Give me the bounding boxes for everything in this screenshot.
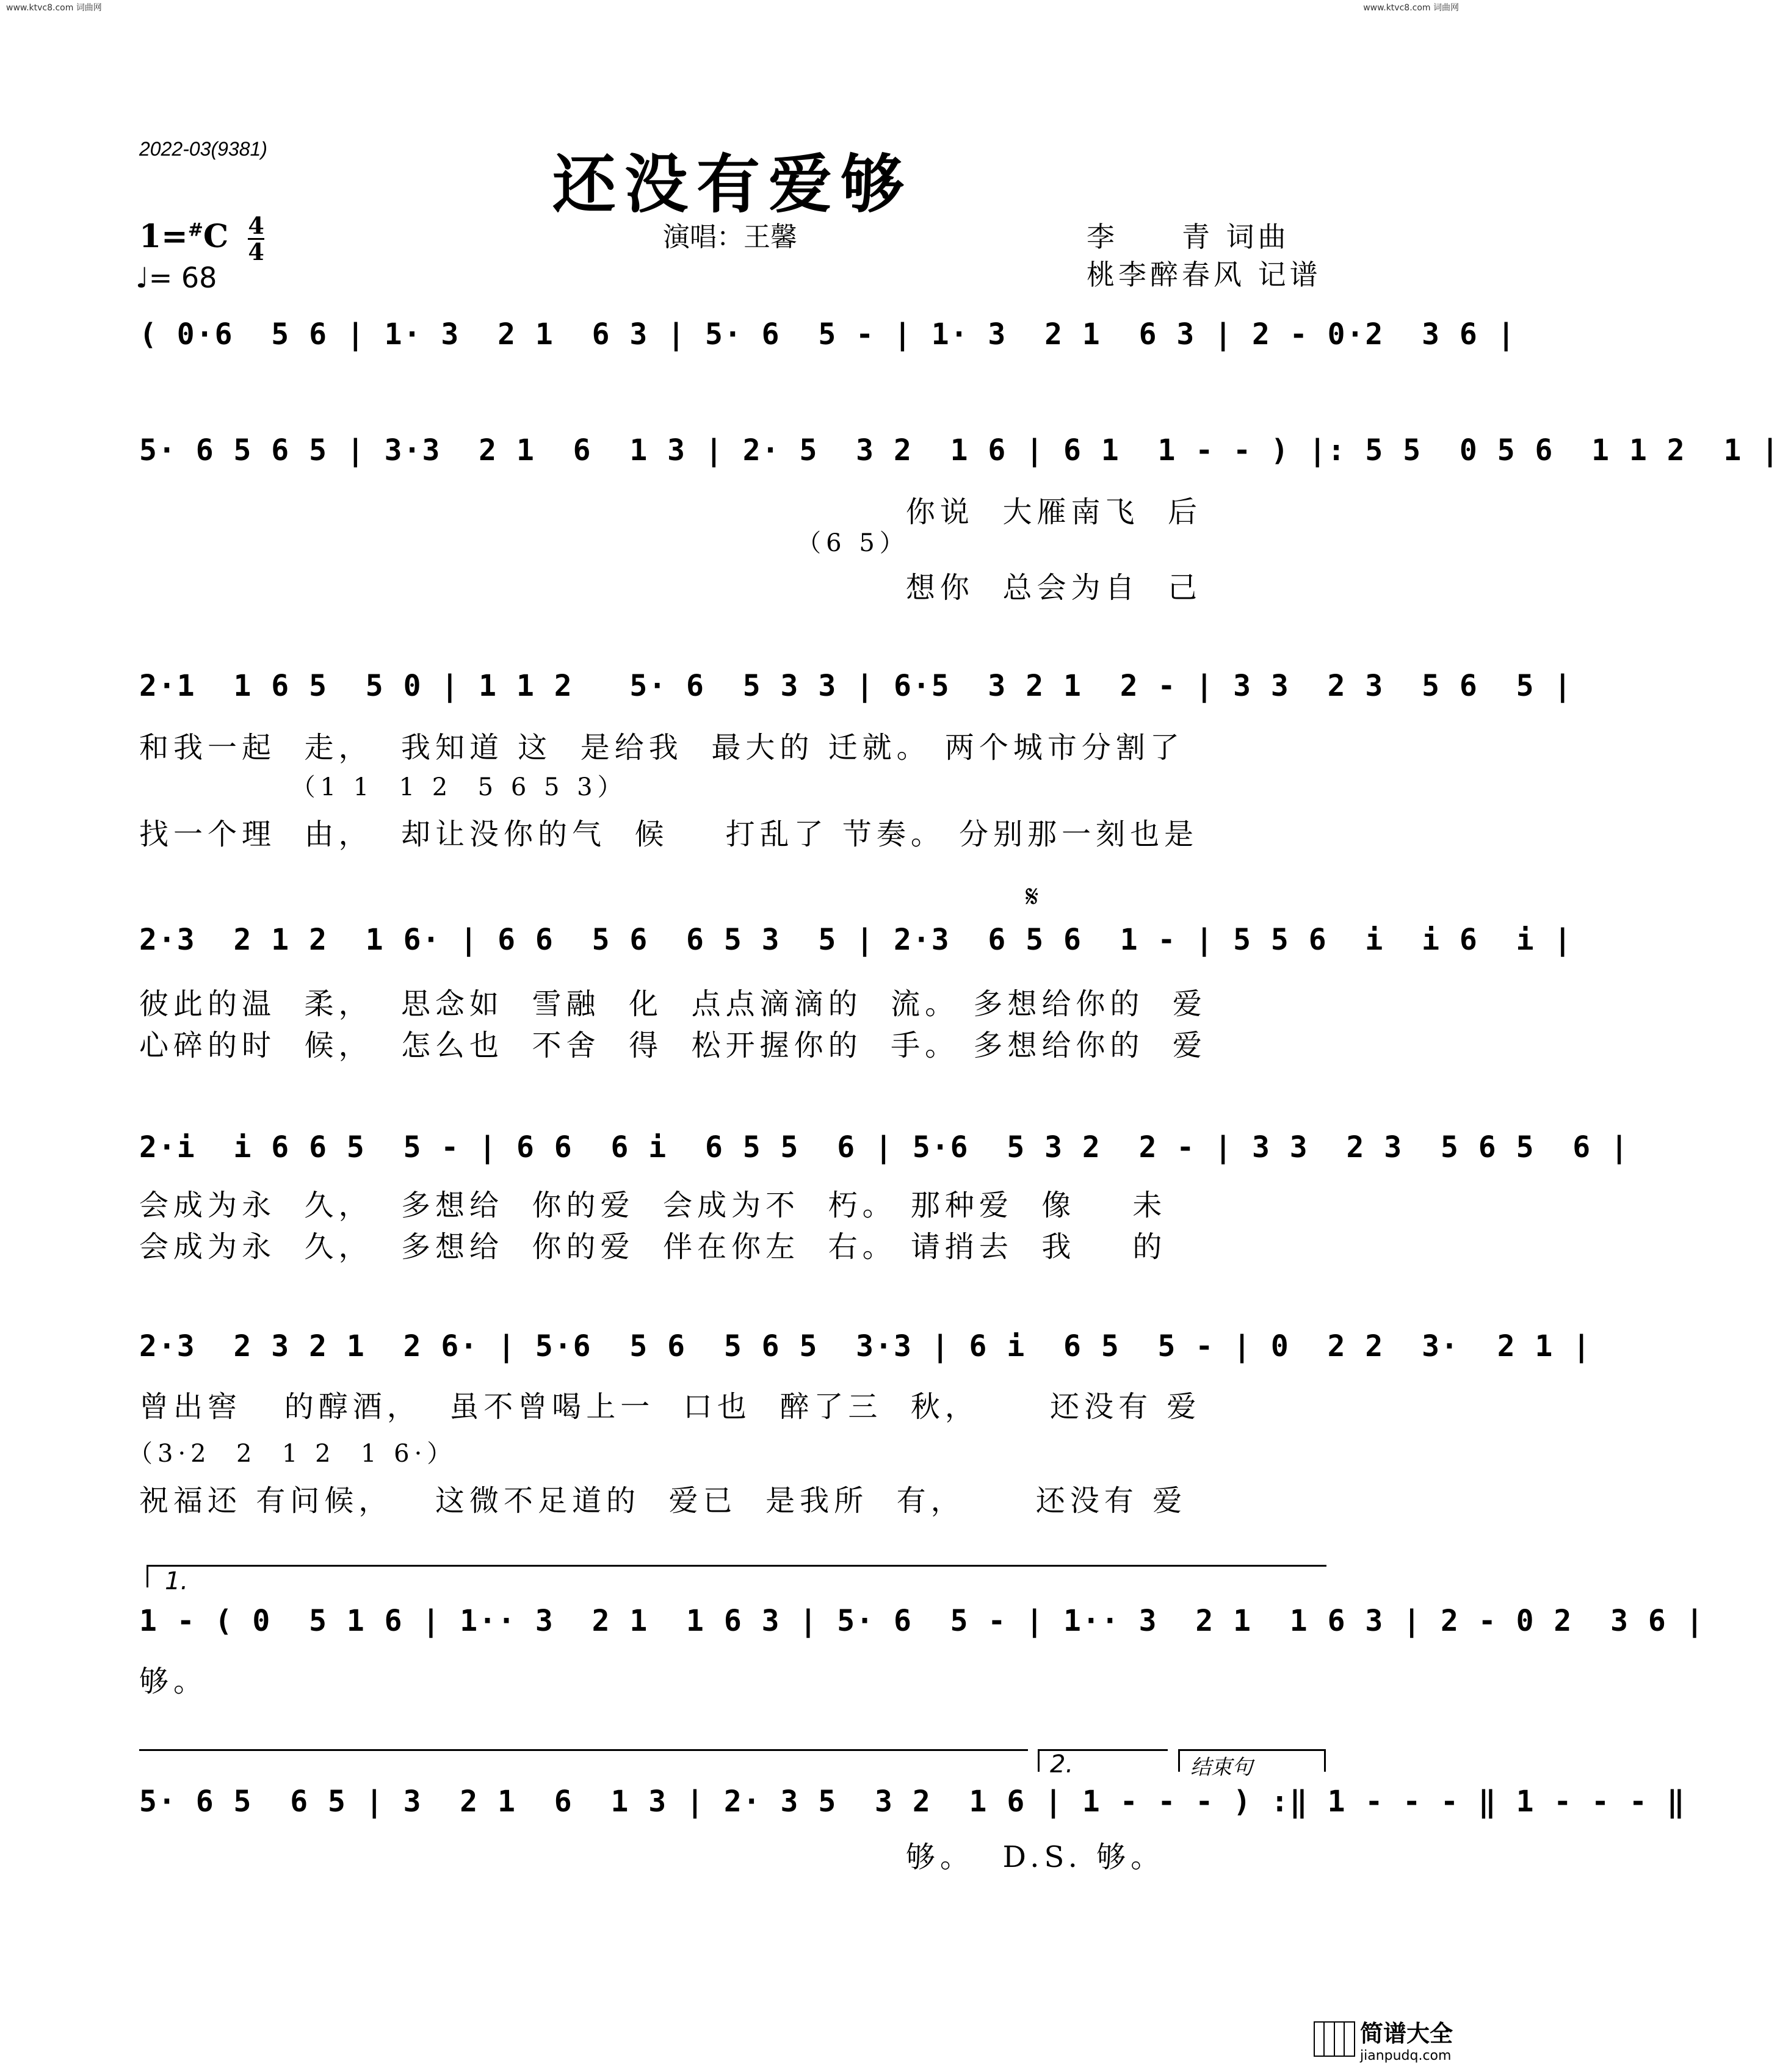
lyric-2-1: 你说 大雁南飞 后 (139, 495, 1202, 529)
volta-bracket-1 (147, 1565, 1326, 1587)
score-line-8: 5· 6 5 6 5 | 3 2 1 6 1 3 | 2· 3 5 3 2 1 6 | 1 - - - ) :‖ 1 - - - ‖ 1 - - - ‖ (139, 1785, 1686, 1819)
lyric-4-2: 心碎的时 候， 怎么也 不舍 得 松开握你的 手。 多想给你的 爱 (139, 1028, 1207, 1063)
score-line-2: 5· 6 5 6 5 | 3·3 2 1 6 1 3 | 2· 5 3 2 1 6 | 6 1 1 - - ) |: 5 5 0 5 6 1 1 2 1 | (139, 433, 1780, 467)
score-line-3: 2·1 1 6 5 5 0 | 1 1 2 5· 6 5 3 3 | 6·5 3 2 1 2 - | 3 3 2 3 5 6 5 | (139, 669, 1573, 703)
lyric-6-1: 曾出窖 的醇酒， 虽不曾喝上一 口也 醉了三 秋， 还没有 爱 (139, 1390, 1201, 1424)
lyric-2-2: （6 5） (139, 529, 909, 557)
score-line-7: 1 - ( 0 5 1 6 | 1·· 3 2 1 1 6 3 | 5· 6 5 - | 1·· 3 2 1 1 6 3 | 2 - 0 2 3 6 | (139, 1604, 1705, 1638)
volta-bracket-top (139, 1749, 1028, 1772)
logo-url: jianpudq.com (1359, 2048, 1452, 2063)
time-signature (248, 214, 264, 264)
lyricist: 李 青 词曲 (1087, 220, 1290, 253)
time-bottom: 4 (248, 238, 264, 265)
key-label: 1= (139, 218, 188, 255)
lyric-5-1: 会成为永 久， 多想给 你的爱 会成为不 朽。 那种爱 像 未 (139, 1188, 1167, 1222)
segno-icon: 𝄋 (1026, 879, 1039, 914)
lyric-6-3: 祝福还 有问候， 这微不足道的 爱已 是我所 有， 还没有 爱 (139, 1484, 1187, 1518)
site-logo (1314, 2015, 1453, 2063)
volta-label-2: 2. (1050, 1750, 1074, 1778)
site-watermark-right: www.ktvc8.com 词曲网 (1363, 3, 1459, 13)
score-line-4: 2·3 2 1 2 1 6· | 6 6 5 6 6 5 3 5 | 2·3 6 5 6 1 - | 5 5 6 i i 6 i | (139, 923, 1573, 957)
key-sharp: # (187, 219, 203, 241)
coda-label: 结束句 (1190, 1755, 1253, 1780)
volta-label-1: 1. (165, 1567, 189, 1595)
piano-icon (1314, 2021, 1355, 2057)
lyric-8-1: 够。 D.S. 够。 (139, 1840, 1165, 1874)
time-top: 4 (248, 212, 264, 239)
score-line-6: 2·3 2 3 2 1 2 6· | 5·6 5 6 5 6 5 3·3 | 6 i 6 5 5 - | 0 2 2 3· 2 1 | (139, 1329, 1592, 1363)
lyric-2-3: 想你 总会为自 己 (139, 571, 1202, 605)
transcriber: 桃李醉春风 记谱 (1087, 258, 1322, 291)
score-line-1: ( 0·6 5 6 | 1· 3 2 1 6 3 | 5· 6 5 - | 1· 3 2 1 6 3 | 2 - 0·2 3 6 | (139, 317, 1516, 352)
key-signature (139, 214, 264, 264)
lyric-6-2: （3·2 2 1 2 1 6·） (128, 1440, 457, 1468)
lyric-3-1: 和我一起 走， 我知道 这 是给我 最大的 迁就。 两个城市分割了 (139, 731, 1184, 765)
score-line-5: 2·i i 6 6 5 5 - | 6 6 6 i 6 5 5 6 | 5·6 5 3 2 2 - | 3 3 2 3 5 6 5 6 | (139, 1130, 1629, 1164)
lyric-3-3: 找一个理 由， 却让没你的气 候 打乱了 节奏。 分别那一刻也是 (139, 817, 1199, 851)
lyric-4-1: 彼此的温 柔， 思念如 雪融 化 点点滴滴的 流。 多想给你的 爱 (139, 987, 1207, 1021)
score-code: 2022-03(9381) (139, 138, 267, 160)
page-title: 还没有爱够 (552, 146, 913, 222)
tempo-marking: ♩= 68 (136, 261, 217, 294)
singer: 演唱：王馨 (663, 222, 797, 253)
lyric-5-2: 会成为永 久， 多想给 你的爱 伴在你左 右。 请捎去 我 的 (139, 1230, 1167, 1264)
lyric-3-2: （1 1 1 2 5 6 5 3） (139, 773, 627, 801)
lyric-7-1: 够。 (139, 1664, 208, 1698)
key-note: C (203, 218, 229, 255)
site-watermark-left: www.ktvc8.com 词曲网 (6, 3, 102, 13)
logo-name: 简谱大全 (1359, 2020, 1453, 2047)
